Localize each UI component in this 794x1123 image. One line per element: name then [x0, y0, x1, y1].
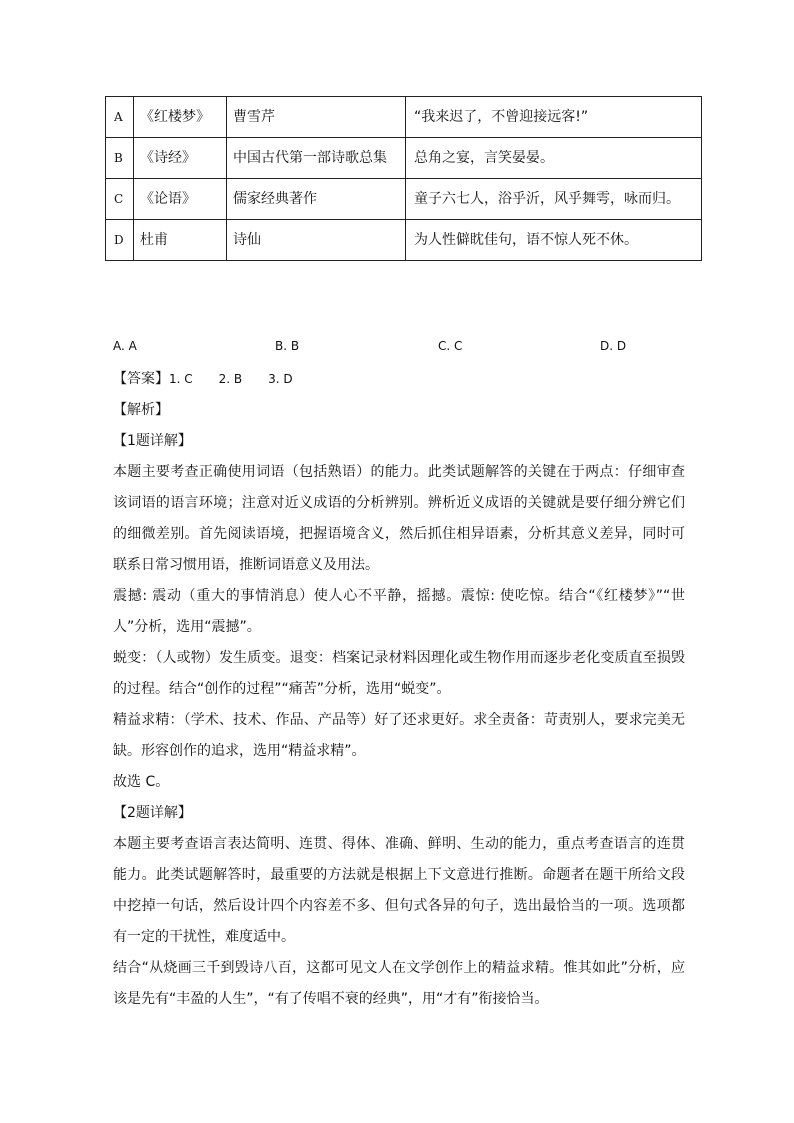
option-quote: 童子六七人，浴乎沂，风乎舞雩，咏而归。 [406, 179, 702, 220]
option-work: 《红楼梦》 [134, 97, 227, 138]
analysis-content [113, 364, 685, 1015]
options-table [105, 96, 702, 261]
option-letter: D [106, 220, 134, 261]
choice-c: C. C [438, 339, 463, 353]
paragraph: 精益求精：（学术、技术、作品、产品等）好了还求更好。求全责备：苛责别人，要求完美无缺。形容创作的追求，选用“精益求精”。 [113, 712, 685, 759]
option-work: 《论语》 [134, 179, 227, 220]
option-info: 诗仙 [227, 220, 406, 261]
option-letter: A [106, 97, 134, 138]
option-quote: 总角之宴，言笑晏晏。 [406, 138, 702, 179]
option-info: 曹雪芹 [227, 97, 406, 138]
answer-item: 2. B [218, 372, 243, 386]
option-letter: B [106, 138, 134, 179]
table-row [106, 179, 702, 220]
option-quote: 为人性僻眈佳句，语不惊人死不休。 [406, 220, 702, 261]
option-info: 中国古代第一部诗歌总集 [227, 138, 406, 179]
answer-item: 3. D [268, 372, 293, 386]
answer-item: 1. C [169, 372, 193, 386]
choice-d: D. D [600, 339, 627, 353]
table-row [106, 138, 702, 179]
table-row [106, 97, 702, 138]
answer-choices [113, 336, 693, 356]
option-info: 儒家经典著作 [227, 179, 406, 220]
option-work: 杜甫 [134, 220, 227, 261]
answer-label: 【答案】 [113, 371, 169, 387]
option-work: 《诗经》 [134, 138, 227, 179]
section-heading: 【1题详解】 [113, 433, 192, 449]
paragraph: 蜕变：（人或物）发生质变。退变：档案记录材料因理化或生物作用而逐步老化变质直至损毁的过程。结合“创作的过程”“痛苦”分析，选用“蜕变”。 [113, 650, 685, 697]
choice-b: B. B [275, 339, 300, 353]
paragraph: 震撼: 震动（重大的事情消息）使人心不平静，摇撼。震惊: 使吃惊。结合“《红楼梦》”“世人”分析，选用“震撼”。 [113, 588, 685, 635]
paragraph: 本题主要考查正确使用词语（包括熟语）的能力。此类试题解答的关键在于两点：仔细审查该词语的语言环境；注意对近义成语的分析辨别。辨析近义成语的关键就是要仔细分辨它们的细微差别。首先阅读语境，把握语境含义，然后抓住相异语素，分析其意义差异，同时可联系日常习惯用语，推断词语意义及用法。 [113, 464, 685, 573]
paragraph: 结合“从烧画三千到毁诗八百，这都可见文人在文学创作上的精益求精。惟其如此”分析，应该是先有“丰盈的人生”，“有了传唱不衰的经典”，用“才有”衔接恰当。 [113, 960, 685, 1007]
option-letter: C [106, 179, 134, 220]
table-row [106, 220, 702, 261]
choice-a: A. A [113, 339, 137, 353]
analysis-label: 【解析】 [113, 402, 169, 418]
paragraph: 本题主要考查语言表达简明、连贯、得体、准确、鲜明、生动的能力，重点考查语言的连贯能力。此类试题解答时，最重要的方法就是根据上下文意进行推断。命题者在题干所给文段中挖掉一句话，然后设计四个内容差不多、但句式各异的句子，选出最恰当的一项。选项都有一定的干扰性，难度适中。 [113, 836, 685, 945]
answer-line [113, 364, 685, 395]
option-quote: “我来迟了，不曾迎接远客!” [406, 97, 702, 138]
section-heading: 【2题详解】 [113, 805, 192, 821]
paragraph: 故选 C。 [113, 774, 170, 790]
